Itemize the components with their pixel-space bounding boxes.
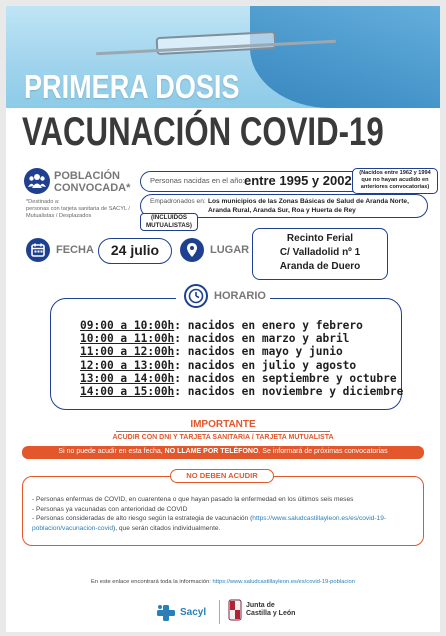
no-deben-list	[32, 495, 418, 533]
footer-info-text: En este enlace encontrará toda la información:	[91, 579, 213, 585]
importante-banner-text	[22, 448, 424, 455]
lugar-line2: C/ Valladolid nº 1	[279, 247, 361, 258]
importante-title: IMPORTANTE	[190, 419, 256, 430]
fecha-value: 24 julio	[110, 242, 160, 258]
clock-icon	[184, 284, 208, 308]
fecha-label: FECHA	[56, 244, 94, 256]
importante-subtitle: ACUDIR CON DNI Y TARJETA SANITARIA / TARJETA MUTUALISTA	[112, 434, 334, 441]
sacyl-logo-label: Sacyl	[180, 607, 207, 618]
people-icon	[24, 168, 50, 194]
importante-divider	[116, 431, 330, 432]
item3-pre: - Personas consideradas de alto riesgo según la estrategia de vacunación (	[32, 515, 253, 522]
jcyl-logo-text	[246, 602, 295, 618]
personas-value: entre 1995 y 2002	[244, 173, 352, 188]
no-deben-item: - Personas ya vacunadas con anterioridad de COVID	[32, 505, 188, 513]
item3-post: ), que serán citados individualmente.	[113, 524, 221, 532]
slot-time: 09:00 a 10:00h	[80, 319, 175, 332]
lugar-line1: Recinto Ferial	[286, 233, 354, 244]
slot-time: 11:00 a 12:00h	[80, 345, 175, 359]
vacunacion-link[interactable]: https://www.saludcastillayleon.es/es/covid-19-poblacion/vacunacion-covid	[32, 515, 387, 532]
horario-slot	[80, 385, 403, 398]
horario-slot	[80, 359, 403, 372]
slot-text: : nacidos en septiembre y octubre	[174, 371, 397, 385]
title-primera-dosis: PRIMERA DOSIS	[24, 68, 240, 105]
horario-label: HORARIO	[214, 290, 266, 302]
logo-divider	[219, 600, 220, 624]
horario-slots	[80, 319, 403, 398]
location-pin-icon	[180, 238, 204, 262]
poblacion-label-line1: POBLACIÓN	[54, 170, 120, 182]
poblacion-label-line2: CONVOCADA	[54, 182, 127, 194]
slot-time: 13:00 a 14:00h	[80, 371, 175, 385]
horario-slot	[80, 345, 403, 358]
horario-slot	[80, 319, 403, 332]
footer-info-link[interactable]: https://www.saludcastillayleon.es/es/covid-19-poblacion	[212, 579, 355, 585]
jcyl-line1: Junta de	[246, 602, 275, 609]
slot-text: : nacidos en julio y agosto	[174, 358, 357, 372]
jcyl-crest-icon	[228, 598, 242, 624]
destinado-note	[26, 199, 136, 220]
no-deben-item	[32, 514, 418, 533]
lugar-line3: Aranda de Duero	[279, 261, 361, 272]
slot-time: 14:00 a 15:00h	[80, 385, 175, 399]
slot-text: : nacidos en enero y febrero	[174, 319, 363, 332]
gloved-hand-illustration	[250, 6, 440, 108]
empadronados-value: Los municipios de las Zonas Básicas de Salud de Aranda Norte, Aranda Rural, Aranda Sur, Roa y Huerta de Rey	[208, 198, 409, 214]
banner-text-bold: NO LLAME POR TELÉFONO	[164, 448, 259, 455]
sacyl-logo-icon	[156, 604, 178, 622]
personas-label: Personas nacidas en el año:	[150, 176, 245, 185]
lugar-label: LUGAR	[210, 244, 250, 256]
jcyl-line2: Castilla y León	[246, 610, 296, 617]
no-deben-title: NO DEBEN ACUDIR	[186, 471, 258, 480]
banner-text-post: . Se informará de próximas convocatorias	[258, 448, 388, 455]
empadronados-label: Empadronados en:	[150, 198, 206, 205]
slot-text: : nacidos en noviembre y diciembre	[174, 385, 404, 399]
destinado-label: *Destinado a:	[26, 199, 60, 205]
no-deben-item: - Personas enfermas de COVID, en cuarentena o que hayan pasado la enfermedad en los últimos seis meses	[32, 496, 354, 503]
title-vacunacion-covid: VACUNACIÓN COVID-19	[22, 110, 384, 154]
lugar-address	[252, 232, 388, 274]
calendar-icon	[26, 238, 50, 262]
slot-text: : nacidos en mayo y junio	[174, 345, 343, 359]
destinado-text: personas con tarjeta sanitaria de SACYL / Mutualistas / Desplazados	[26, 206, 130, 219]
poblacion-convocada-label	[54, 170, 130, 194]
horario-slot	[80, 372, 403, 385]
incluidos-mutualistas: (INCLUIDOS MUTUALISTAS)	[146, 214, 192, 229]
footer-info	[6, 579, 440, 585]
slot-time: 12:00 a 13:00h	[80, 358, 175, 372]
horario-slot	[80, 332, 403, 345]
slot-time: 10:00 a 11:00h	[80, 332, 175, 346]
banner-text-pre: Si no puede acudir en esta fecha,	[58, 448, 165, 455]
asterisk-mark: *	[126, 182, 131, 194]
nacidos-note: (Nacidos entre 1962 y 1994 que no hayan acudido en anteriores convocatorias)	[359, 170, 431, 190]
vaccination-poster	[6, 6, 440, 632]
slot-text: : nacidos en marzo y abril	[174, 332, 350, 346]
